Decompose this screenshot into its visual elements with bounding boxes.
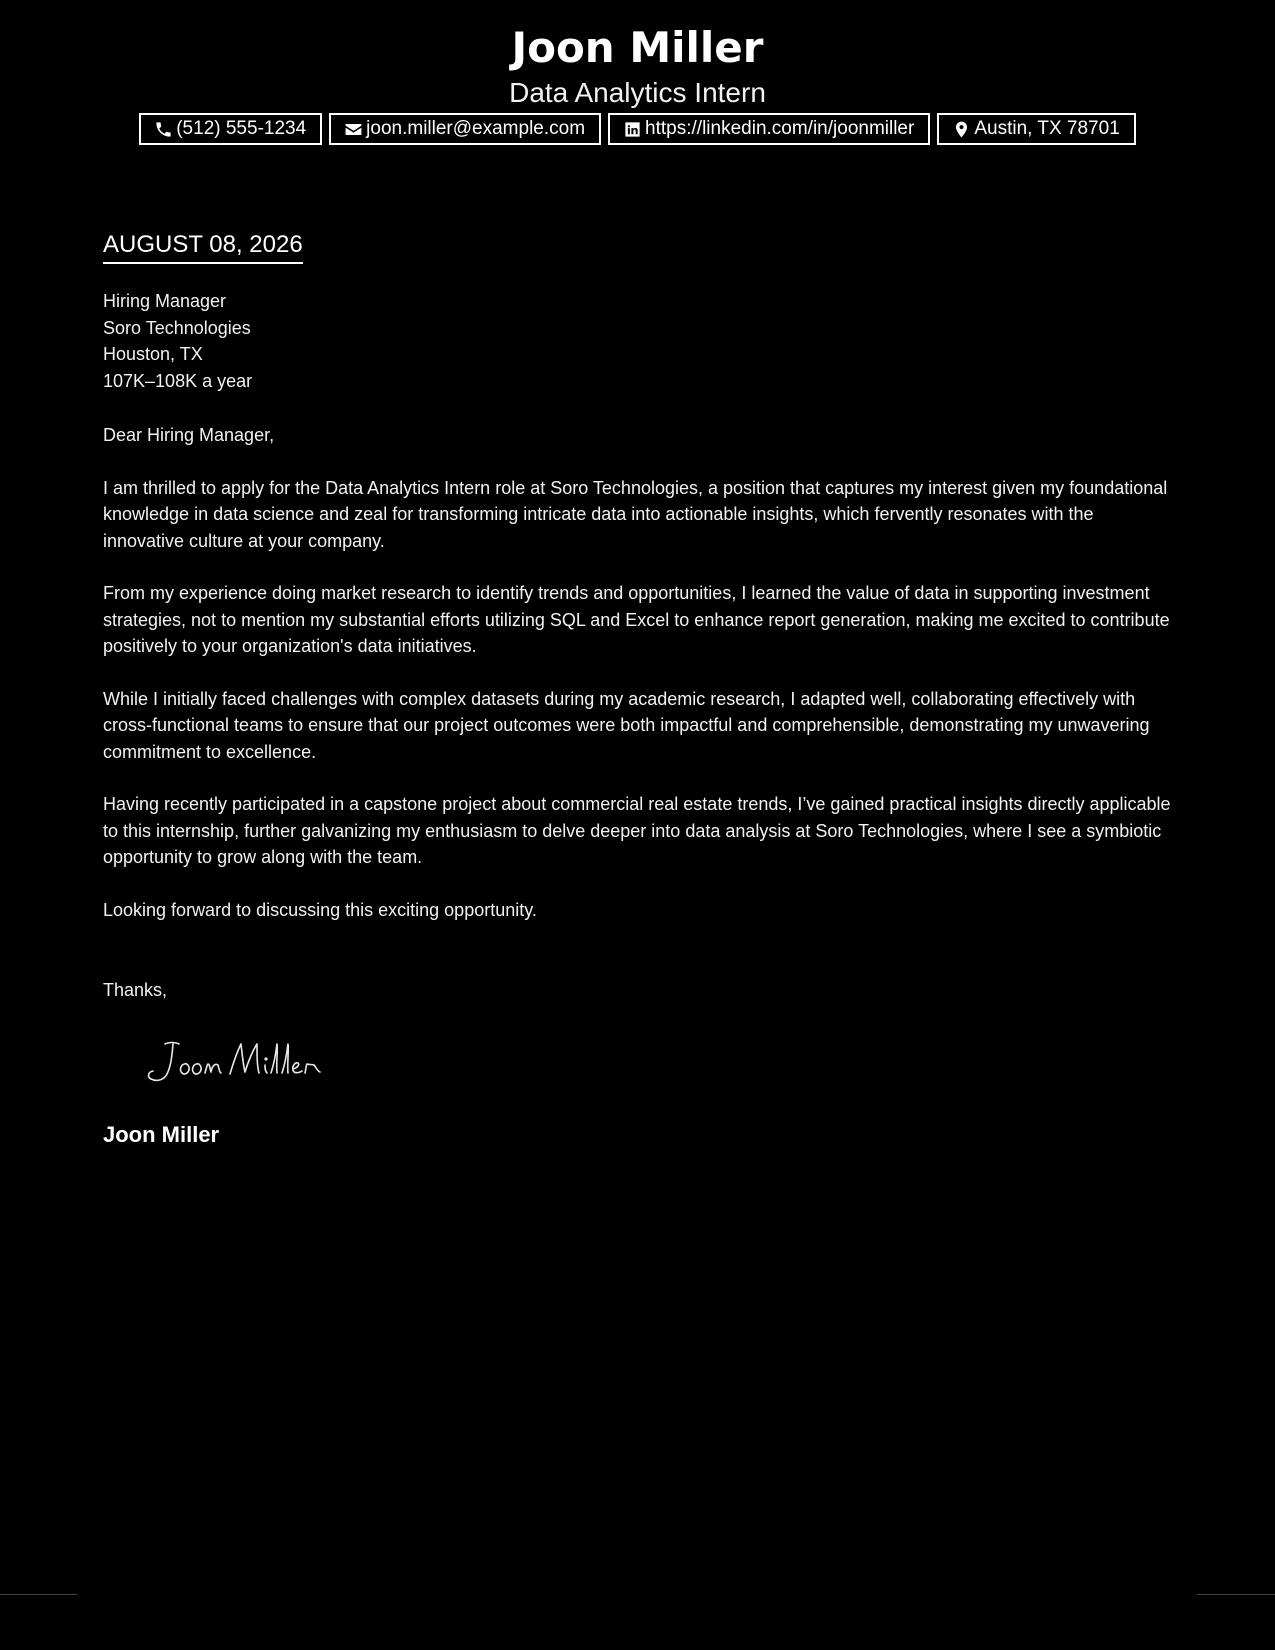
footer-rule-left xyxy=(0,1594,77,1595)
paragraph-1: I am thrilled to apply for the Data Analytics Intern role at Soro Technologies, a position that captures my interest given my foundational knowledge in data science and zeal for transforming intricate data into actionable insights, which fervently resonates with the innovative culture at your company. xyxy=(103,477,1168,551)
recipient-salary: 107K–108K a year xyxy=(103,370,253,391)
signer-name: Joon Miller xyxy=(103,1122,220,1147)
recipient-title: Hiring Manager xyxy=(103,291,227,311)
linkedin-icon xyxy=(622,119,642,139)
recipient-location: Houston, TX xyxy=(103,344,203,364)
paragraph-2: From my experience doing market research to identify trends and opportunities, I learned the value of data in supporting investment strategies, not to mention my substantial efforts utilizing SQL and Excel to enhance report generation, making me excited to contribute positively to your organization's data initiatives. xyxy=(103,583,1170,656)
map-marker-icon xyxy=(951,119,971,139)
closing: Thanks, xyxy=(103,980,168,1000)
letter-date: AUGUST 08, 2026 xyxy=(103,228,303,264)
paragraph-3: While I initially faced challenges with complex datasets during my academic research, I adapted well, collaborating effectively with cross-functional teams to ensure that our project outcomes were both impactful and comprehensible, demonstrating my unwavering commitment to excellence. xyxy=(103,688,1150,762)
footer-rule-right xyxy=(1197,1594,1275,1595)
email-text: joon.miller@example.com xyxy=(366,118,586,139)
contact-phone xyxy=(139,113,322,145)
contact-location xyxy=(937,113,1135,145)
envelope-icon xyxy=(343,119,363,139)
contact-linkedin[interactable] xyxy=(608,113,930,145)
signature-image xyxy=(135,1030,335,1090)
applicant-role: Data Analytics Intern xyxy=(509,77,766,108)
salutation: Dear Hiring Manager, xyxy=(103,425,275,445)
letter-header xyxy=(0,20,1275,110)
paragraph-5: Looking forward to discussing this exciting opportunity. xyxy=(103,899,537,920)
linkedin-text: https://linkedin.com/in/joonmiller xyxy=(645,118,915,139)
paragraph-4: Having recently participated in a capstone project about commercial real estate trends, I’ve gained practical insights directly applicable to this internship, further galvanizing my enthusiasm to delve deeper into data analysis at Soro Technologies, where I see a symbiotic opportunity to grow along with the team. xyxy=(103,794,1171,867)
phone-text: (512) 555-1234 xyxy=(176,118,307,139)
recipient-block xyxy=(103,288,252,394)
recipient-company: Soro Technologies xyxy=(103,317,251,338)
location-text: Austin, TX 78701 xyxy=(974,118,1120,139)
letter-body xyxy=(103,422,1173,949)
contact-bar xyxy=(0,113,1275,145)
contact-email[interactable] xyxy=(329,113,601,145)
phone-icon xyxy=(153,119,173,139)
applicant-name: Joon Miller xyxy=(511,23,764,72)
